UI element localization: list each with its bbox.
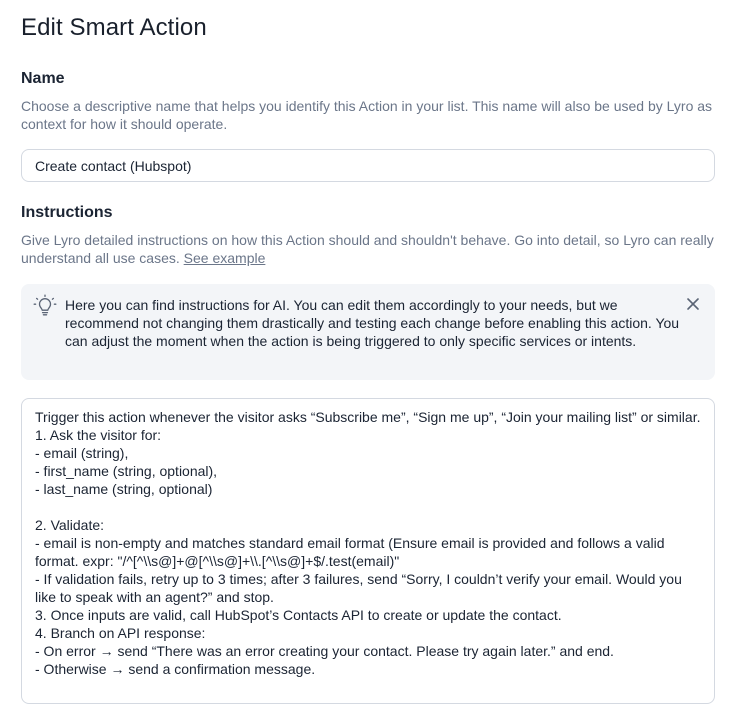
name-label: Name [21,70,65,87]
ai-info-text: Here you can find instructions for AI. You can edit them accordingly to your needs, but we recommend not changing them drastically and testing each change before enabling this action. You can adjust the moment when the action is being triggered to only specific services or intents. [65,297,680,349]
page-title: Edit Smart Action [21,14,207,41]
instructions-textarea[interactable] [21,398,715,704]
close-icon[interactable] [685,296,701,312]
instructions-description [21,231,721,267]
instructions-label: Instructions [21,204,113,221]
name-input[interactable] [21,149,715,182]
see-example-link[interactable]: See example [183,250,266,266]
ai-info-banner [21,284,715,380]
name-description: Choose a descriptive name that helps you identify this Action in your list. This name will also be used by Lyro as context for how it should operate. [21,98,713,132]
lightbulb-icon [33,294,57,318]
instructions-description-text: Give Lyro detailed instructions on how this Action should and shouldn't behave. Go into detail, so Lyro can really understand all use cases. [21,232,714,266]
